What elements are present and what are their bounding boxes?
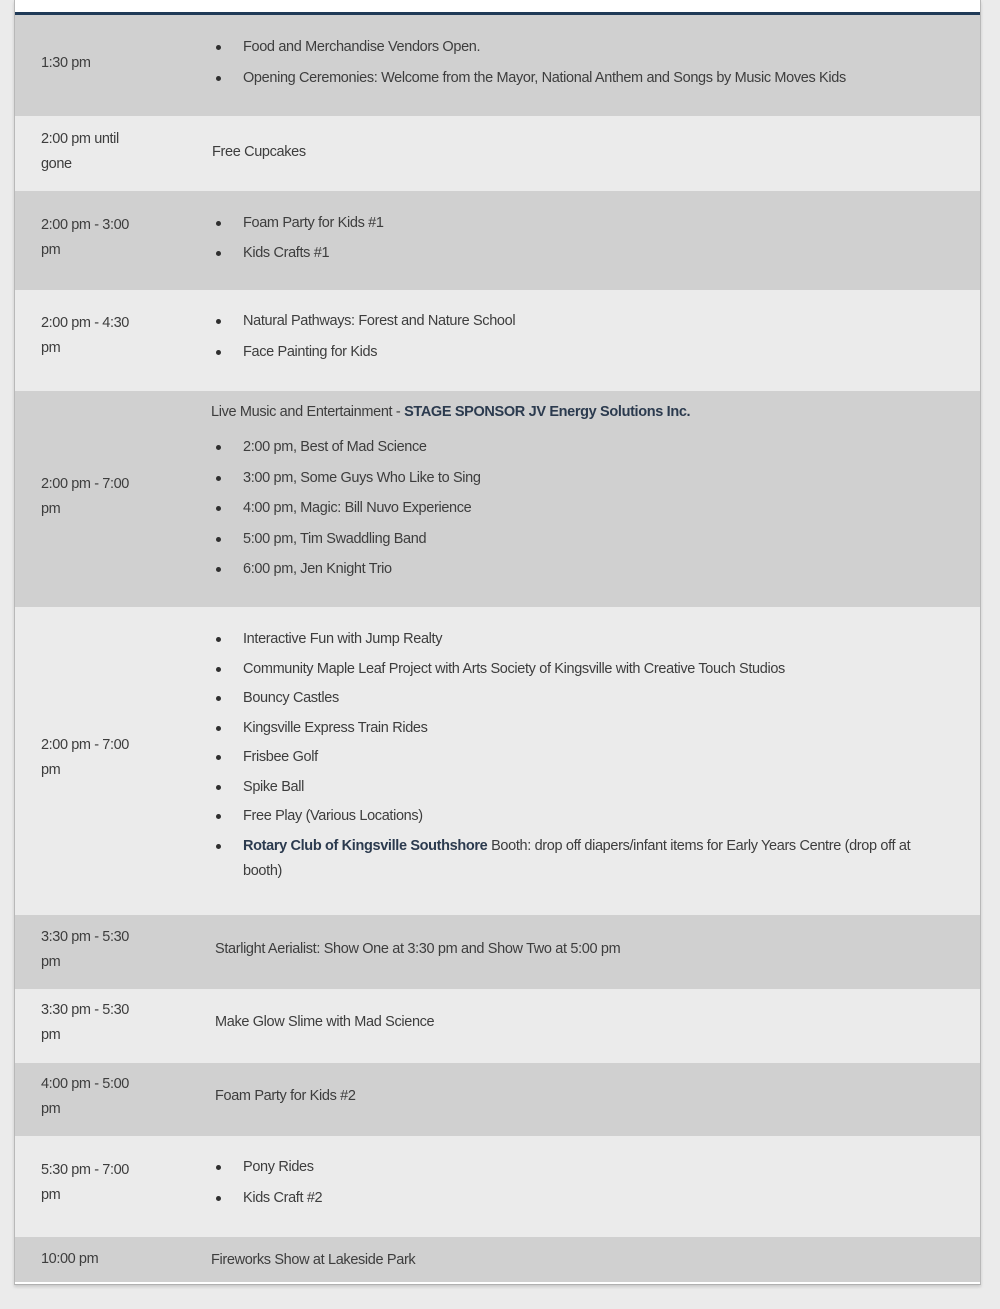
- schedule-card: [14, 0, 981, 1285]
- list-item: Food and Merchandise Vendors Open.: [211, 35, 940, 60]
- table-row: [15, 1237, 980, 1282]
- event-list: [211, 35, 940, 91]
- table-row: [15, 290, 980, 391]
- list-item: Face Painting for Kids: [211, 340, 940, 365]
- table-row: [15, 15, 980, 116]
- table-row: [15, 391, 980, 607]
- event-list: [211, 1155, 940, 1211]
- table-row: [15, 989, 980, 1063]
- event-list: [211, 435, 940, 582]
- time-cell: 3:30 pm - 5:30 pm: [41, 1002, 129, 1043]
- event-cell: Free Cupcakes: [212, 144, 306, 160]
- list-item: 3:00 pm, Some Guys Who Like to Sing: [211, 466, 940, 491]
- time-cell: 5:30 pm - 7:00 pm: [41, 1162, 129, 1203]
- event-list: [211, 309, 940, 365]
- list-item: Kids Craft #2: [211, 1186, 940, 1211]
- event-cell: [211, 35, 940, 96]
- list-item: 5:00 pm, Tim Swaddling Band: [211, 527, 940, 552]
- table-row: [15, 1063, 980, 1136]
- event-cell: Make Glow Slime with Mad Science: [215, 1014, 435, 1030]
- event-list: [211, 627, 930, 884]
- list-item: 4:00 pm, Magic: Bill Nuvo Experience: [211, 496, 940, 521]
- stage-heading-text: Live Music and Entertainment -: [211, 404, 405, 420]
- list-item: Interactive Fun with Jump Realty: [211, 627, 930, 652]
- event-cell: [211, 211, 940, 270]
- time-cell: 10:00 pm: [41, 1251, 99, 1267]
- list-item: Frisbee Golf: [211, 745, 930, 770]
- event-cell: [211, 1155, 940, 1216]
- list-item: Pony Rides: [211, 1155, 940, 1180]
- rotary-booth-text: Booth: drop off diapers/infant items for Early Years Centre (drop off at booth): [243, 837, 911, 879]
- event-cell: [211, 400, 940, 588]
- list-item: Kids Crafts #1: [211, 241, 940, 266]
- schedule-table: [15, 15, 980, 1282]
- event-cell: [211, 309, 940, 370]
- list-item: [211, 834, 930, 884]
- list-item: 2:00 pm, Best of Mad Science: [211, 435, 940, 460]
- time-cell: 2:00 pm - 4:30 pm: [41, 315, 129, 356]
- time-cell: 2:00 pm - 3:00 pm: [41, 217, 129, 258]
- table-row: [15, 1136, 980, 1237]
- time-cell: 1:30 pm: [41, 55, 91, 71]
- list-item: Opening Ceremonies: Welcome from the Mayor, National Anthem and Songs by Music Moves Kids: [211, 66, 940, 91]
- table-row: [15, 915, 980, 989]
- stage-sponsor: STAGE SPONSOR JV Energy Solutions Inc.: [404, 404, 691, 420]
- rotary-club-name: Rotary Club of Kingsville Southshore: [243, 837, 488, 854]
- stage-heading: [211, 400, 940, 425]
- table-row: [15, 116, 980, 191]
- list-item: Foam Party for Kids #1: [211, 211, 940, 236]
- table-row: [15, 607, 980, 915]
- list-item: Spike Ball: [211, 775, 930, 800]
- list-item: Bouncy Castles: [211, 686, 930, 711]
- time-cell: 2:00 pm - 7:00 pm: [41, 737, 129, 778]
- list-item: Free Play (Various Locations): [211, 804, 930, 829]
- event-cell: Starlight Aerialist: Show One at 3:30 pm and Show Two at 5:00 pm: [215, 941, 621, 957]
- list-item: 6:00 pm, Jen Knight Trio: [211, 557, 940, 582]
- event-cell: [211, 627, 930, 888]
- event-cell: Fireworks Show at Lakeside Park: [211, 1252, 416, 1268]
- list-item: Natural Pathways: Forest and Nature School: [211, 309, 940, 334]
- time-cell: 4:00 pm - 5:00 pm: [41, 1076, 129, 1117]
- event-cell: Foam Party for Kids #2: [215, 1088, 356, 1104]
- event-list: [211, 211, 940, 266]
- time-cell: 2:00 pm - 7:00 pm: [41, 476, 129, 517]
- time-cell: 2:00 pm until gone: [41, 131, 119, 172]
- list-item: Community Maple Leaf Project with Arts Society of Kingsville with Creative Touch Studios: [211, 657, 930, 682]
- table-row: [15, 191, 980, 290]
- time-cell: 3:30 pm - 5:30 pm: [41, 929, 129, 970]
- list-item: Kingsville Express Train Rides: [211, 716, 930, 741]
